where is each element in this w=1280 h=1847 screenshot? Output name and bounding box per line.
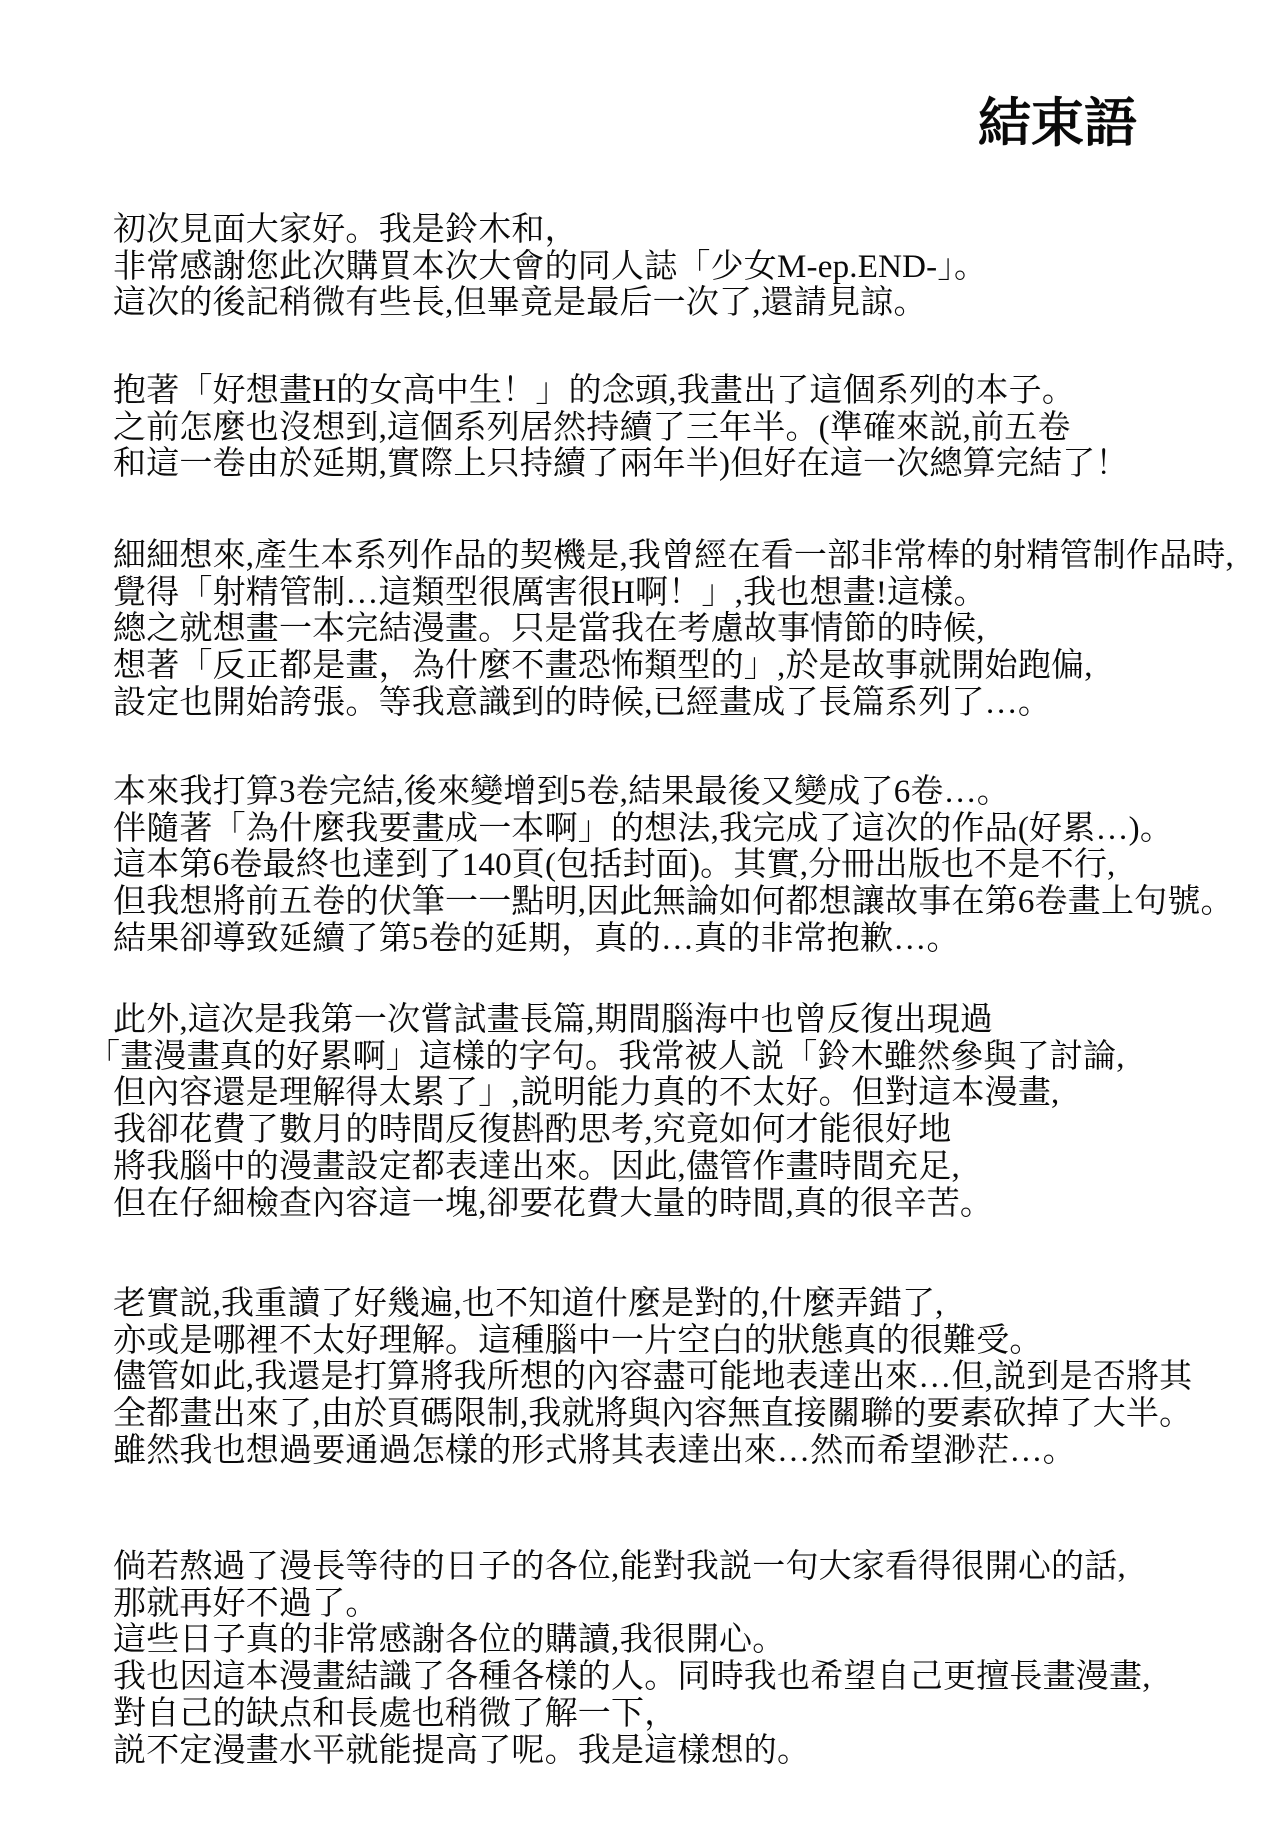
text-line: 全都畫出來了,由於頁碼限制,我就將與內容無直接關聯的要素砍掉了大半。 [113, 1396, 1193, 1433]
text-line: 這本第6卷最終也達到了140頁(包括封面)。其實,分冊出版也不是不行, [113, 847, 1116, 884]
text-line: 儘管如此,我還是打算將我所想的內容盡可能地表達出來…但,説到是否將其 [113, 1359, 1193, 1396]
text-line: 那就再好不過了。 [113, 1585, 379, 1622]
text-line: 對自己的缺点和長處也稍微了解一下， [113, 1695, 678, 1732]
paragraph-inspiration [113, 538, 1240, 722]
text-line: 但我想將前五卷的伏筆一一點明,因此無論如何都想讓故事在第6卷畫上句號。 [113, 884, 1234, 921]
text-line: 老實説,我重讀了好幾遍,也不知道什麼是對的,什麼弄錯了, [113, 1286, 944, 1322]
text-line: 細細想來,產生本系列作品的契機是,我曾經在看一部非常棒的射精管制作品時, [113, 538, 1234, 574]
paragraph-honest-thoughts [113, 1286, 1240, 1470]
text-line: 我卻花費了數月的時間反復斟酌思考,究竟如何才能很好地 [113, 1112, 952, 1149]
text-line: 雖然我也想過要通過怎樣的形式將其表達出來…然而希望渺茫…。 [113, 1432, 1076, 1469]
text-line: 這些日子真的非常感謝各位的購讀,我很開心。 [113, 1622, 786, 1659]
text-line: 結果卻導致延續了第5卷的延期，真的…真的非常抱歉…。 [113, 920, 960, 957]
text-line: 這次的後記稍微有些長,但畢竟是最后一次了,還請見諒。 [113, 285, 927, 322]
text-line: 我也因這本漫畫結識了各種各樣的人。同時我也希望自己更擅長畫漫畫, [113, 1659, 1151, 1696]
text-line: 本來我打算3卷完結,後來變增到5卷,結果最後又變成了6卷…。 [113, 774, 1011, 810]
text-line: 將我腦中的漫畫設定都表達出來。因此,儘管作畫時間充足, [113, 1148, 960, 1185]
text-line: 但內容還是理解得太累了」,説明能力真的不太好。但對這本漫畫, [113, 1075, 1060, 1112]
text-line: 但在仔細檢查內容這一塊,卻要花費大量的時間,真的很辛苦。 [113, 1185, 994, 1222]
text-line: 設定也開始誇張。等我意識到的時候,已經畫成了長篇系列了…。 [113, 684, 1052, 721]
paragraph-long-work [87, 1002, 1240, 1222]
text-line: 説不定漫畫水平就能提高了呢。我是這樣想的。 [113, 1732, 811, 1769]
text-line: 抱著「好想畫H的女高中生！」的念頭,我畫出了這個系列的本子。 [113, 373, 1076, 409]
paragraph-intro [113, 212, 1240, 322]
text-line: 伴隨著「為什麼我要畫成一本啊」的想法,我完成了這次的作品(好累…)。 [113, 810, 1174, 847]
text-line: 和這一卷由於延期,實際上只持續了兩年半)但好在這一次總算完結了！ [113, 446, 1129, 483]
paragraph-thanks [113, 1549, 1240, 1769]
text-line: 「畫漫畫真的好累啊」這樣的字句。我常被人説「鈴木雖然參與了討論, [87, 1038, 1125, 1075]
text-line: 想著「反正都是畫，為什麼不畫恐怖類型的」,於是故事就開始跑偏, [113, 648, 1093, 685]
text-line: 初次見面大家好。我是鈴木和， [113, 212, 578, 248]
paragraph-volumes [113, 774, 1240, 958]
page-title: 結束語 [978, 94, 1137, 153]
text-line: 之前怎麼也沒想到,這個系列居然持續了三年半。(準確來説,前五卷 [113, 409, 1071, 446]
text-line: 此外,這次是我第一次嘗試畫長篇,期間腦海中也曾反復出現過 [113, 1002, 994, 1038]
text-line: 倘若熬過了漫長等待的日子的各位,能對我説一句大家看得很開心的話, [113, 1549, 1126, 1585]
text-line: 亦或是哪裡不太好理解。這種腦中一片空白的狀態真的很難受。 [113, 1322, 1043, 1359]
text-line: 覺得「射精管制…這類型很厲害很H啊！」,我也想畫!這樣。 [113, 574, 987, 611]
paragraph-series-origin [113, 373, 1240, 483]
text-line: 總之就想畫一本完結漫畫。只是當我在考慮故事情節的時候, [113, 611, 985, 648]
text-line: 非常感謝您此次購買本次大會的同人誌「少女M-ep.END-」。 [113, 248, 988, 285]
